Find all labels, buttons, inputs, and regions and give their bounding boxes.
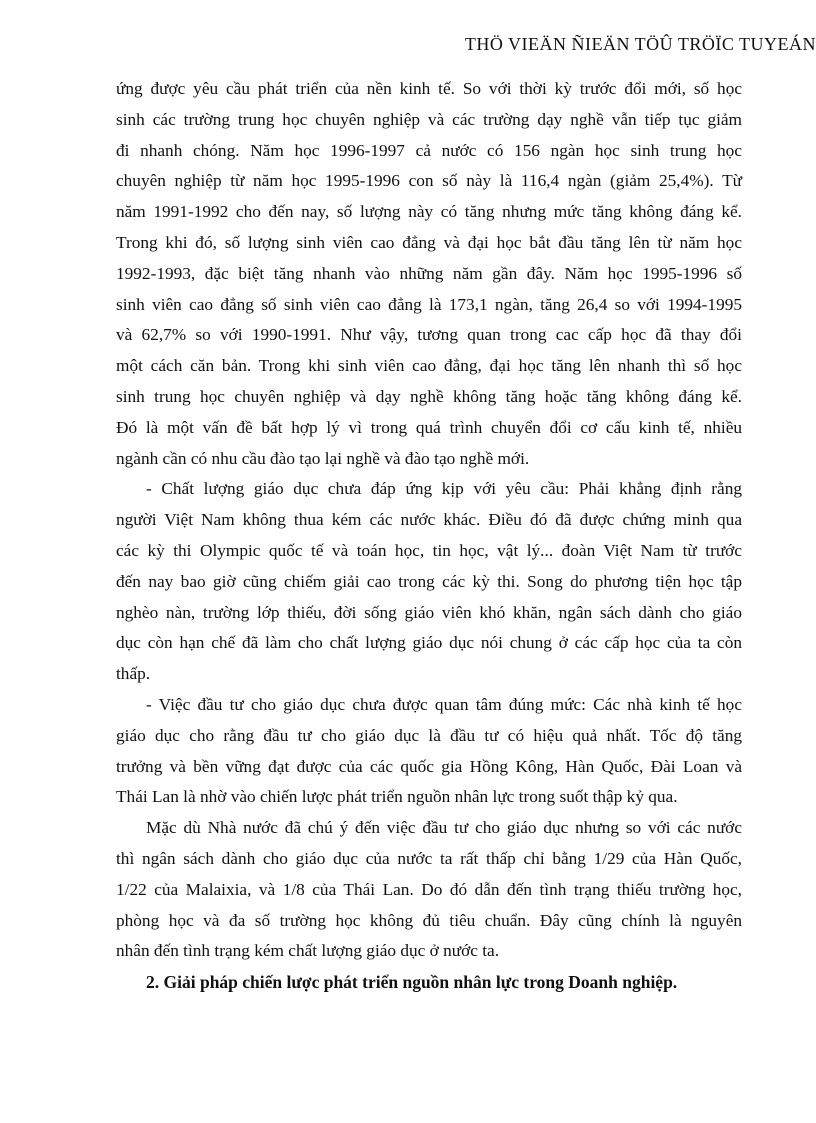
section-heading: 2. Giải pháp chiến lược phát triển nguồn nhân lực trong Doanh nghiệp.: [146, 972, 678, 993]
document-body: [116, 74, 742, 998]
text-line: sinh trung học chuyên nghiệp và dạy nghề không tăng hoặc tăng không đáng kể.: [116, 386, 742, 406]
text-line: dục còn hạn chế đã làm cho chất lượng giáo dục nói chung ở các cấp học của ta còn: [116, 633, 742, 653]
paragraph: [116, 690, 742, 813]
text-line: 1992-1993, đặc biệt tăng nhanh vào những năm gần đây. Năm học 1995-1996 số: [116, 263, 742, 283]
text-line: và 62,7% so với 1990-1991. Như vậy, tương quan trong cac cấp học đã thay đổi: [116, 325, 742, 345]
text-line: - Việc đầu tư cho giáo dục chưa được quan tâm đúng mức: Các nhà kinh tế học: [146, 694, 742, 714]
text-line: sinh các trường trung học chuyên nghiệp và các trường dạy nghề vẫn tiếp tục giảm: [116, 109, 742, 129]
text-line: - Chất lượng giáo dục chưa đáp ứng kịp với yêu cầu: Phải khẳng định rằng: [146, 479, 742, 499]
text-line: Trong khi đó, số lượng sinh viên cao đẳng và đại học bắt đầu tăng lên từ năm học: [116, 232, 742, 252]
text-line: một cách căn bản. Trong khi sinh viên cao đẳng, đại học tăng lên nhanh thì số học: [116, 356, 742, 376]
page-header: THÖ VIEÄN ÑIEÄN TÖÛ TRÖÏC TUYEÁN: [464, 34, 816, 54]
text-line: nghèo nàn, trường lớp thiếu, đời sống giáo viên khó khăn, ngân sách dành cho giáo: [116, 602, 742, 622]
text-line: Đó là một vấn đề bất hợp lý vì trong quá trình chuyển đổi cơ cấu kinh tế, nhiều: [116, 417, 742, 437]
text-line: thì ngân sách dành cho giáo dục của nước ta rất thấp chỉ bằng 1/29 của Hàn Quốc,: [116, 848, 742, 868]
text-line: phòng học và đa số trường học không đủ tiêu chuẩn. Đây cũng chính là nguyên: [116, 910, 742, 930]
text-line: thấp.: [116, 664, 151, 684]
text-line: các kỳ thi Olympic quốc tế và toán học, tin học, vật lý... đoàn Việt Nam từ trước: [116, 540, 742, 560]
text-line: nhân đến tình trạng kém chất lượng giáo dục ở nước ta.: [116, 941, 500, 961]
text-line: Thái Lan là nhờ vào chiến lược phát triển nguồn nhân lực trong suốt thập kỷ qua.: [116, 787, 678, 807]
paragraph: [116, 474, 742, 690]
text-line: người Việt Nam không thua kém các nước khác. Điều đó đã được chứng minh qua: [116, 510, 742, 530]
text-line: đến nay bao giờ cũng chiếm giải cao trong các kỳ thi. Song do phương tiện học tập: [116, 571, 742, 591]
text-line: ứng được yêu cầu phát triển của nền kinh tế. So với thời kỳ trước đổi mới, số học: [116, 79, 742, 98]
text-line: ngành cần có nhu cầu đào tạo lại nghề và đào tạo nghề mới.: [116, 448, 530, 468]
text-line: 1/22 của Malaixia, và 1/8 của Thái Lan. Do đó dẫn đến tình trạng thiếu trường học,: [116, 879, 742, 899]
paragraph: [116, 74, 742, 474]
text-line: đi nhanh chóng. Năm học 1996-1997 cả nước có 156 ngàn học sinh trung học: [116, 140, 742, 160]
text-line: Mặc dù Nhà nước đã chú ý đến việc đầu tư cho giáo dục nhưng so với các nước: [146, 818, 742, 838]
text-line: chuyên nghiệp từ năm học 1995-1996 con số này là 116,4 ngàn (giảm 25,4%). Từ: [116, 171, 742, 191]
text-line: trưởng và bền vững đạt được của các quốc gia Hồng Kông, Hàn Quốc, Đài Loan và: [116, 756, 742, 776]
text-line: năm 1991-1992 cho đến nay, số lượng này có tăng nhưng mức tăng không đáng kể.: [116, 202, 742, 222]
paragraph: [116, 813, 742, 967]
text-line: sinh viên cao đẳng số sinh viên cao đẳng là 173,1 ngàn, tăng 26,4 so với 1994-1995: [116, 294, 742, 314]
text-line: giáo dục cho rằng đầu tư cho giáo dục là đầu tư có hiệu quả nhất. Tốc độ tăng: [116, 725, 742, 745]
